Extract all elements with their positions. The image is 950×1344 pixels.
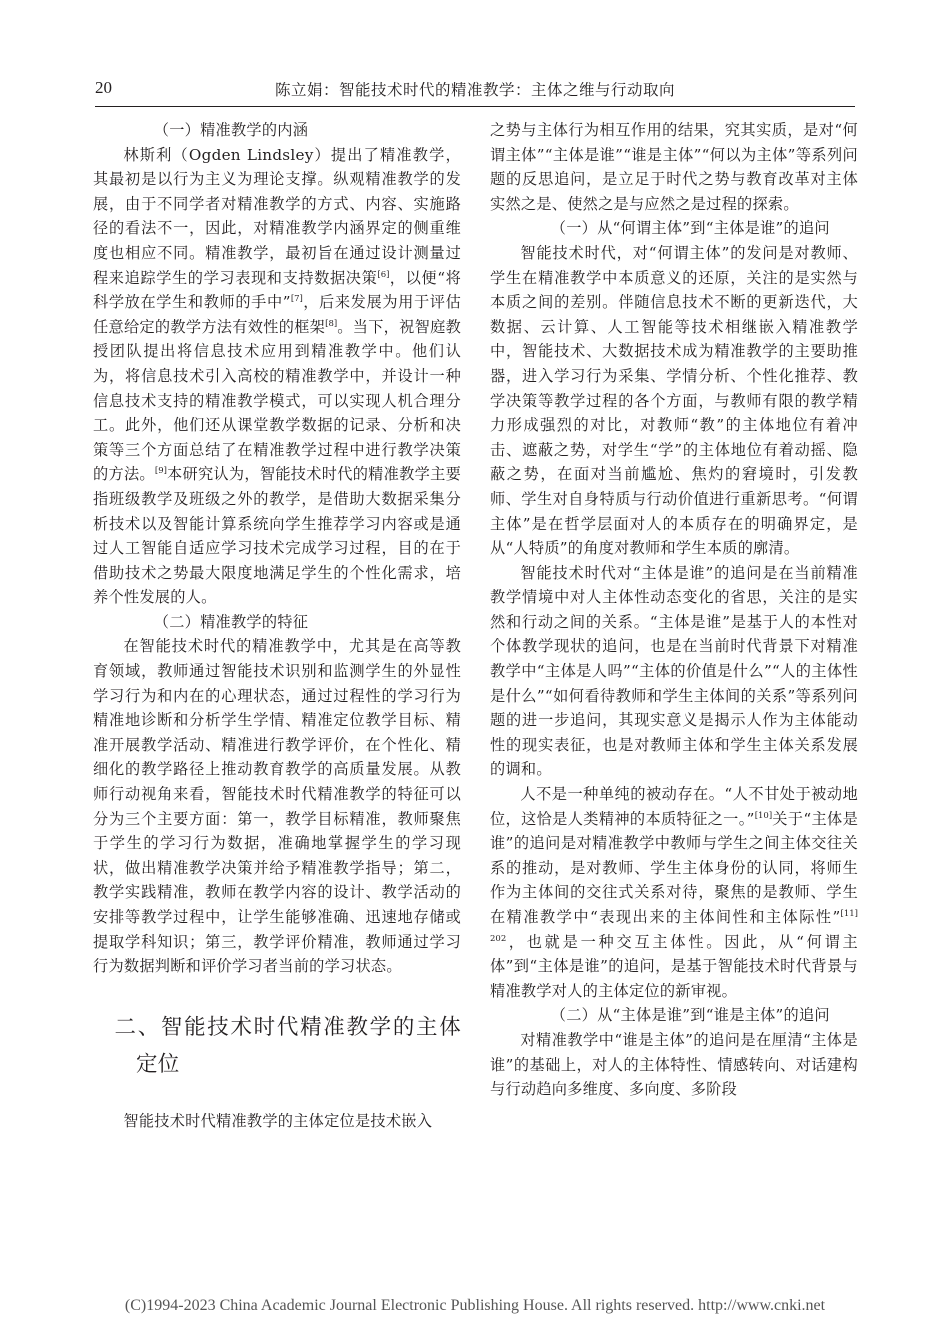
- left-column: [93, 118, 461, 1133]
- running-header: [95, 72, 855, 107]
- paragraph-who-is-the-subject: 对精准教学中“谁是主体”的追问是在厘清“主体是谁”的基础上，对人的主体特性、情感转向、对话建构与行动趋向多维度、多向度、多阶段: [490, 1030, 858, 1099]
- subsection-heading-4: （二）从“主体是谁”到“谁是主体”的追问: [550, 1006, 830, 1025]
- text-span: 人不是一种单纯的被动存在。“人不甘处于被动地位，这恰是人类精神的本质特征之一。”: [490, 785, 858, 828]
- text-span: 林斯利（Ogden Lindsley）提出了精准教学，其最初是以行为主义为理论支撑。纵观精准教学的发展，由于不同学者对精准教学的方式、内容、实施路径的看法不一，因此，对精准教学内涵界定的侧重维度也相应不同。精准教学，最初旨在通过设计测量过程来追踪学生的学习表现和支持数据决策: [93, 145, 461, 287]
- text-span: 。当下，祝智庭教授团队提出将信息技术应用到精准教学中。他们认为，将信息技术引入高校的精准教学中，并设计一种信息技术支持的精准教学模式，可以实现人机合理分工。此外，他们还从课堂教学数据的记录、分析和决策等三个方面总结了在精准教学过程中进行教学决策的方法。: [93, 317, 462, 484]
- text-span: ，后来发展为用于评估任意给定的教学方法有效性的框架: [93, 293, 462, 336]
- right-column: [490, 118, 858, 1102]
- text-span: ，也就是一种交互主体性。因此，从“何谓主体”到“主体是谁”的追问，是基于智能技术时代背景与精准教学对人的主体定位的新审视。: [490, 932, 858, 1000]
- paragraph-intersubjectivity: [490, 782, 858, 1003]
- paragraph-who-is-subject: 智能技术时代对“主体是谁”的追问是在当前精准教学情境中对人主体性动态变化的省思，关注的是实然和行动之间的关系。“主体是谁”是基于人的本性对个体教学现状的追问，也是在当前时代背景下对精准教学中“主体是人吗”“主体的价值是什么”“人的主体性是什么”“如何看待教师和学生主体间的关系”等系列问题的进一步追问，其现实意义是揭示人作为主体能动性的现实表征，也是对教师主体和学生主体关系发展的调和。: [490, 563, 858, 779]
- subsection-heading-3: （一）从“何谓主体”到“主体是谁”的追问: [550, 219, 830, 238]
- text-span: ，以便“将科学放在学生和教师的手中”: [93, 268, 462, 312]
- paragraph-section-intro: 智能技术时代精准教学的主体定位是技术嵌入: [123, 1111, 433, 1130]
- running-title: 陈立娟：智能技术时代的精准教学：主体之维与行动取向: [274, 81, 675, 99]
- text-span: 本研究认为，智能技术时代的精准教学主要指班级教学及班级之外的教学，是借助大数据采集分析技术以及智能计算系统向学生推荐学习内容或是通过人工智能自适应学习技术完成学习过程，目的在于借助技术之势最大限度地满足学生的个性化需求，培养个性发展的人。: [93, 465, 462, 607]
- text-span: 关于“主体是谁”的追问是对精准教学中教师与学生之间主体交往关系的推动，是对教师、学生主体身份的认同，将师生作为主体间的交往式关系对待，聚焦的是教师、学生在精准教学中“表现出来的主体间性和主体际性”: [490, 809, 859, 926]
- paragraph-what-is-subject: 智能技术时代，对“何谓主体”的发问是对教师、学生在精准教学中本质意义的还原，关注的是实然与本质之间的差别。伴随信息技术不断的更新迭代，大数据、云计算、人工智能等技术相继嵌入精准教学中，智能技术、大数据技术成为精准教学的主要助推器，进入学习行为采集、学情分析、个性化推荐、教学决策等教学过程的各个方面，与教师有限的教学精力形成强烈的对比，对教师“教”的主体地位有着冲击、遮蔽之势，对学生“学”的主体地位有着动摇、隐蔽之势，在面对当前尴尬、焦灼的窘境时，引发教师、学生对自身特质与行动价值进行重新思考。“何谓主体”是在哲学层面对人的本质存在的明确界定，是从“人特质”的角度对教师和学生本质的廓清。: [490, 243, 858, 558]
- citation-ref: [8]: [325, 318, 338, 329]
- section-heading: 二、智能技术时代精准教学的主体定位: [114, 1014, 461, 1077]
- citation-ref: [7]: [290, 294, 303, 305]
- citation-ref: [6]: [377, 269, 390, 280]
- citation-ref: [10]: [754, 810, 773, 821]
- paragraph-features: 在智能技术时代的精准教学中，尤其是在高等教育领域，教师通过智能技术识别和监测学生的外显性学习行为和内在的心理状态，通过过程性的学习行为精准地诊断和分析学生学情、精准定位教学目标、精准开展教学活动、精准进行教学评价，在个性化、精细化的教学路径上推动教育教学的高质量发展。从教师行动视角来看，智能技术时代精准教学的特征可以分为三个主要方面：第一，教学目标精准，教师聚焦于学生的学习行为数据，准确地掌握学生的学习现状，做出精准教学决策并给予精准教学指导；第二，教学实践精准，教师在教学内容的设计、教学活动的安排等教学过程中，让学生能够准确、迅速地存储或提取学科知识；第三，教学评价精准，教师通过学习行为数据判断和评价学习者当前的学习状态。: [93, 637, 461, 976]
- copyright-footer: (C)1994-2023 China Academic Journal Electronic Publishing House. All rights reserved. http://www.cnki.net: [124, 1297, 826, 1314]
- subsection-heading-1: （一）精准教学的内涵: [153, 121, 309, 139]
- citation-ref: [9]: [154, 466, 167, 477]
- subsection-heading-2: （二）精准教学的特征: [153, 612, 309, 631]
- page-number: 20: [95, 78, 112, 97]
- paragraph-definition: [93, 143, 461, 610]
- citation-ref: [11] 202: [490, 909, 858, 944]
- paragraph-continued: 之势与主体行为相互作用的结果，究其实质，是对“何谓主体”“主体是谁”“谁是主体”“何以为主体”等系列问题的反思追问，是立足于时代之势与教育改革对主体实然之是、使然之是与应然之是过程的探索。: [490, 121, 858, 213]
